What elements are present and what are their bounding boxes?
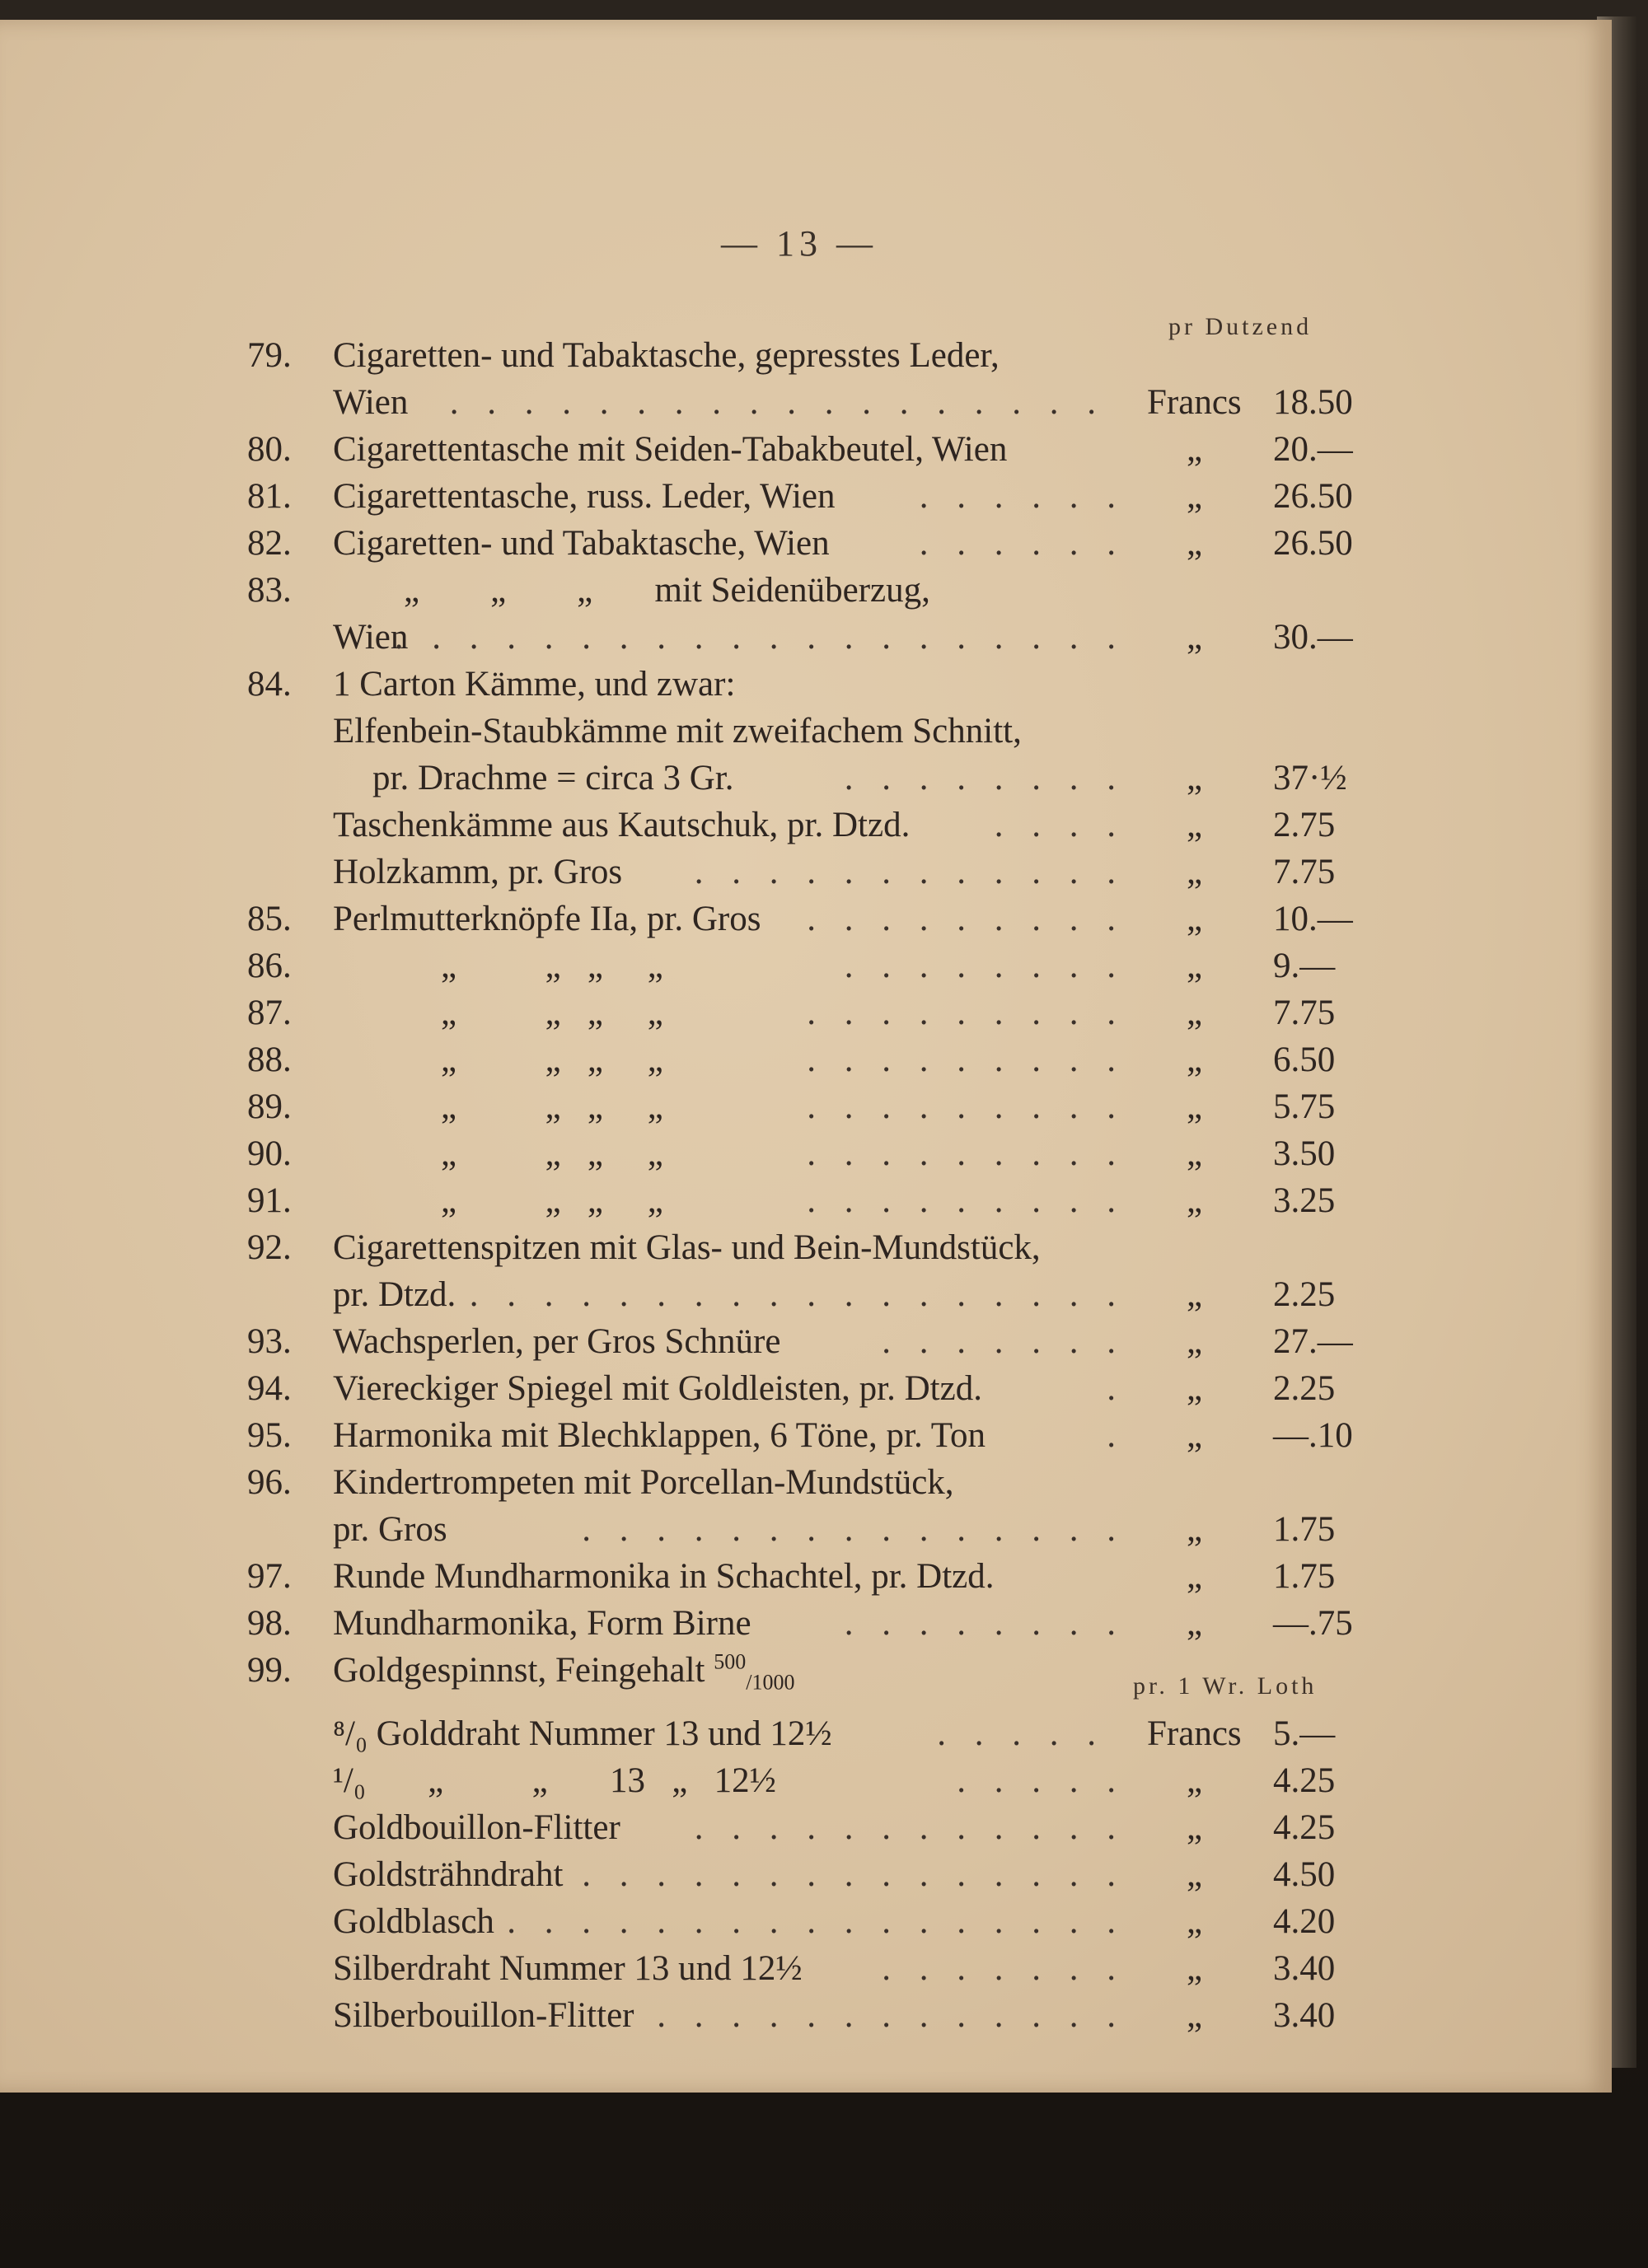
ditto-mark: „ [1187, 1134, 1203, 1173]
item-price: 4.25 [1273, 1808, 1336, 1847]
column-head-dozen: pr Dutzend [1168, 313, 1313, 340]
price-row [0, 1225, 1612, 1271]
item-price: 7.75 [1273, 853, 1336, 891]
item-description: Holzkamm, pr. Gros [333, 853, 623, 891]
item-description: Cigarettentasche, russ. Leder, Wien [333, 477, 836, 516]
item-description: Silberbouillon-Flitter [333, 1996, 634, 2035]
ditto-mark: „ [1187, 1181, 1203, 1220]
leader-dots: . . . . . . . [882, 1949, 1126, 1988]
item-description: Silberdraht Nummer 13 und 12½ [333, 1949, 803, 1988]
price-row [0, 708, 1612, 755]
leader-dots: . . . . . . . . [844, 1604, 1126, 1643]
item-price: —.75 [1273, 1604, 1353, 1643]
ditto-mark: „ [1187, 1040, 1203, 1079]
ditto-marks: „ „ „ „ [441, 1181, 663, 1220]
item-number: 79. [247, 336, 292, 375]
price-row [0, 1319, 1612, 1365]
item-price: 4.20 [1273, 1902, 1336, 1941]
item-price: 6.50 [1273, 1040, 1336, 1079]
item-description: Goldblasch [333, 1902, 494, 1941]
item-description [333, 1648, 794, 1694]
item-number: 97. [247, 1557, 292, 1596]
price-row [0, 1805, 1612, 1851]
item-price: 1.75 [1273, 1510, 1336, 1549]
item-number: 95. [247, 1416, 292, 1455]
item-number: 94. [247, 1369, 292, 1408]
column-head-loth: pr. 1 Wr. Loth [1133, 1672, 1318, 1700]
price-row [0, 1899, 1612, 1945]
fineness-numerator: 500 [714, 1649, 747, 1674]
price-row [0, 1993, 1612, 2039]
price-row [0, 568, 1612, 614]
item-number: 81. [247, 477, 292, 516]
item-description: Wachsperlen, per Gros Schnüre [333, 1322, 781, 1361]
leader-dots: . . . . . . . . . . . . . . . . . . [469, 1902, 1126, 1941]
item-number: 86. [247, 947, 292, 985]
item-price: 20.— [1273, 430, 1353, 469]
price-row [0, 1758, 1612, 1804]
item-price: 3.25 [1273, 1181, 1336, 1220]
ditto-mark: „ [1187, 1761, 1203, 1800]
leader-dots: . . . . . [937, 1714, 1106, 1753]
item-number: 82. [247, 524, 292, 563]
item-price: 4.50 [1273, 1855, 1336, 1894]
ditto-mark: „ [1187, 1855, 1203, 1894]
item-description: Cigarettentasche mit Seiden-Tabakbeutel, Wien [333, 430, 1008, 469]
item-number: 85. [247, 900, 292, 938]
price-row [0, 1554, 1612, 1600]
price-row [0, 896, 1612, 942]
item-number: 88. [247, 1040, 292, 1079]
item-description: Harmonika mit Blechklappen, 6 Töne, pr. Ton [333, 1416, 986, 1455]
item-description-text: Goldgespinnst, Feingehalt [333, 1651, 705, 1690]
leader-dots: . . . . . . . . . [807, 994, 1126, 1032]
item-number: 80. [247, 430, 292, 469]
item-description: Viereckiger Spiegel mit Goldleisten, pr. Dtzd. [333, 1369, 982, 1408]
item-description: Wien [333, 383, 409, 422]
ditto-mark: „ [1187, 1510, 1203, 1549]
price-row [0, 1852, 1612, 1898]
item-price: 2.25 [1273, 1369, 1336, 1408]
ditto-mark: „ [1187, 1902, 1203, 1941]
item-price: 37·½ [1273, 759, 1347, 797]
leader-dots: . . . . . . . . . . . . [694, 853, 1126, 891]
price-row [0, 1711, 1612, 1757]
ditto-marks: „ „ „ „ [441, 1040, 663, 1079]
item-description: ⁸/₀ Golddraht Nummer 13 und 12½ [333, 1714, 832, 1753]
leader-dots: . . . . . . . . . . . . [694, 1808, 1126, 1847]
ditto-mark: „ [1187, 1369, 1203, 1408]
price-row [0, 755, 1612, 802]
ditto-mark: „ [1187, 759, 1203, 797]
price-row [0, 1946, 1612, 1992]
leader-dots: . . . . . . [919, 524, 1126, 563]
item-price: 3.50 [1273, 1134, 1336, 1173]
item-description: pr. Dtzd. [333, 1275, 456, 1314]
item-price: 3.40 [1273, 1949, 1336, 1988]
ditto-mark: „ [1187, 900, 1203, 938]
leader-dots: . . . . . . . . . [807, 1087, 1126, 1126]
price-row [0, 427, 1612, 473]
item-number: 83. [247, 571, 292, 610]
item-price: 18.50 [1273, 383, 1353, 422]
item-number: 89. [247, 1087, 292, 1126]
leader-dots: . . . . . . . . [844, 947, 1126, 985]
ditto-mark: „ [1187, 618, 1203, 657]
leader-dots: . . . . . . . . . . . . . . . . . . [449, 383, 1106, 422]
leader-dots: . . . . . [957, 1761, 1126, 1800]
ditto-mark: „ [1187, 947, 1203, 985]
item-description: pr. Gros [333, 1510, 447, 1549]
item-description: 1 Carton Kämme, und zwar: [333, 665, 736, 704]
item-description: Kindertrompeten mit Porcellan-Mundstück, [333, 1463, 954, 1502]
item-description: Wien [333, 618, 409, 657]
ditto-mark: „ [1187, 994, 1203, 1032]
ditto-marks: „ „ „ „ [441, 947, 663, 985]
ditto-marks: „ „ „ „ [441, 994, 663, 1032]
ditto-mark: „ [1187, 806, 1203, 844]
item-description: Runde Mundharmonika in Schachtel, pr. Dtzd. [333, 1557, 995, 1596]
price-row [0, 1131, 1612, 1177]
price-row [0, 521, 1612, 567]
item-number: 92. [247, 1228, 292, 1267]
price-row [0, 1460, 1612, 1506]
item-price: 2.75 [1273, 806, 1336, 844]
leader-dots: . . . . . . . . . . . . . . . [582, 1855, 1126, 1894]
ditto-mark: „ [1187, 853, 1203, 891]
item-description: Taschenkämme aus Kautschuk, pr. Dtzd. [333, 806, 911, 844]
item-number: 96. [247, 1463, 292, 1502]
leader-dots: . . . . [994, 806, 1126, 844]
book-page [0, 20, 1612, 2093]
item-number: 99. [247, 1651, 292, 1690]
item-number: 84. [247, 665, 292, 704]
price-row [0, 380, 1612, 426]
item-description: pr. Drachme = circa 3 Gr. [372, 759, 734, 797]
item-description: Goldbouillon-Flitter [333, 1808, 620, 1847]
ditto-mark: „ [1187, 1808, 1203, 1847]
price-row [0, 1601, 1612, 1647]
price-row [0, 1413, 1612, 1459]
item-description: Goldsträhndraht [333, 1855, 564, 1894]
page-number: — 13 — [721, 223, 878, 264]
item-description: Mundharmonika, Form Birne [333, 1604, 751, 1643]
item-description: Cigaretten- und Tabaktasche, Wien [333, 524, 830, 563]
item-price: 26.50 [1273, 477, 1353, 516]
ditto-mark: „ [1187, 1557, 1203, 1596]
price-row [0, 802, 1612, 849]
item-price: 27.— [1273, 1322, 1353, 1361]
ditto-marks: „ „ „ „ [441, 1134, 663, 1173]
item-description: „ „ „ mit Seidenüberzug, [404, 571, 930, 610]
price-row [0, 1272, 1612, 1318]
item-price: 2.25 [1273, 1275, 1336, 1314]
leader-dots: . [1107, 1416, 1126, 1455]
item-price: —.10 [1273, 1416, 1353, 1455]
ditto-mark: „ [1187, 1604, 1203, 1643]
ditto-mark: „ [1187, 1416, 1203, 1455]
price-row [0, 1366, 1612, 1412]
ditto-mark: „ [1187, 430, 1203, 469]
leader-dots: . . . . . . . . . . . . . . . . . . [469, 1275, 1126, 1314]
item-price: 10.— [1273, 900, 1353, 938]
ditto-mark: „ [1187, 1087, 1203, 1126]
currency-unit: Francs [1147, 1714, 1242, 1753]
leader-dots: . [1107, 1369, 1126, 1408]
item-price: 4.25 [1273, 1761, 1336, 1800]
price-row [0, 1648, 1612, 1694]
leader-dots: . . . . . . . . . . . . . . . . . . . . [394, 618, 1126, 657]
item-number: 98. [247, 1604, 292, 1643]
leader-dots: . . . . . . . . . . . . . [657, 1996, 1126, 2035]
price-row [0, 849, 1612, 896]
leader-dots: . . . . . . [919, 477, 1126, 516]
ditto-marks: „ „ „ „ [441, 1087, 663, 1126]
ditto-mark: „ [1187, 1322, 1203, 1361]
price-row [0, 615, 1612, 661]
leader-dots: . . . . . . . . [844, 759, 1126, 797]
item-number: 91. [247, 1181, 292, 1220]
item-description: Cigaretten- und Tabaktasche, gepresstes Leder, [333, 336, 1000, 375]
item-price: 5.— [1273, 1714, 1336, 1753]
leader-dots: . . . . . . . . . . . . . . . [582, 1510, 1126, 1549]
item-price: 1.75 [1273, 1557, 1336, 1596]
price-row [0, 474, 1612, 520]
price-row [0, 1507, 1612, 1553]
price-row [0, 662, 1612, 708]
price-row [0, 1084, 1612, 1130]
ditto-mark: „ [1187, 477, 1203, 516]
item-number: 90. [247, 1134, 292, 1173]
item-description: Cigarettenspitzen mit Glas- und Bein-Mundstück, [333, 1228, 1041, 1267]
ditto-mark: „ [1187, 1949, 1203, 1988]
leader-dots: . . . . . . . [882, 1322, 1126, 1361]
item-price: 3.40 [1273, 1996, 1336, 2035]
price-row [0, 1037, 1612, 1083]
ditto-mark: „ [1187, 1996, 1203, 2035]
fineness-denominator: /1000 [746, 1670, 795, 1695]
item-price: 5.75 [1273, 1087, 1336, 1126]
item-price: 9.— [1273, 947, 1336, 985]
item-price: 26.50 [1273, 524, 1353, 563]
leader-dots: . . . . . . . . . [807, 1181, 1126, 1220]
price-row [0, 333, 1612, 379]
leader-dots: . . . . . . . . . [807, 1134, 1126, 1173]
price-row [0, 943, 1612, 989]
currency-unit: Francs [1147, 383, 1242, 422]
price-row [0, 990, 1612, 1036]
item-price: 30.— [1273, 618, 1353, 657]
item-number: 87. [247, 994, 292, 1032]
ditto-mark: „ [1187, 524, 1203, 563]
item-number: 93. [247, 1322, 292, 1361]
ditto-mark: „ [1187, 1275, 1203, 1314]
leader-dots: . . . . . . . . . [807, 900, 1126, 938]
price-row [0, 1178, 1612, 1224]
item-price: 7.75 [1273, 994, 1336, 1032]
item-description: ¹/₀ „ „ 13 „ 12½ [333, 1761, 776, 1800]
item-description: Perlmutterknöpfe IIa, pr. Gros [333, 900, 761, 938]
item-description: Elfenbein-Staubkämme mit zweifachem Schnitt, [333, 712, 1022, 751]
leader-dots: . . . . . . . . . [807, 1040, 1126, 1079]
